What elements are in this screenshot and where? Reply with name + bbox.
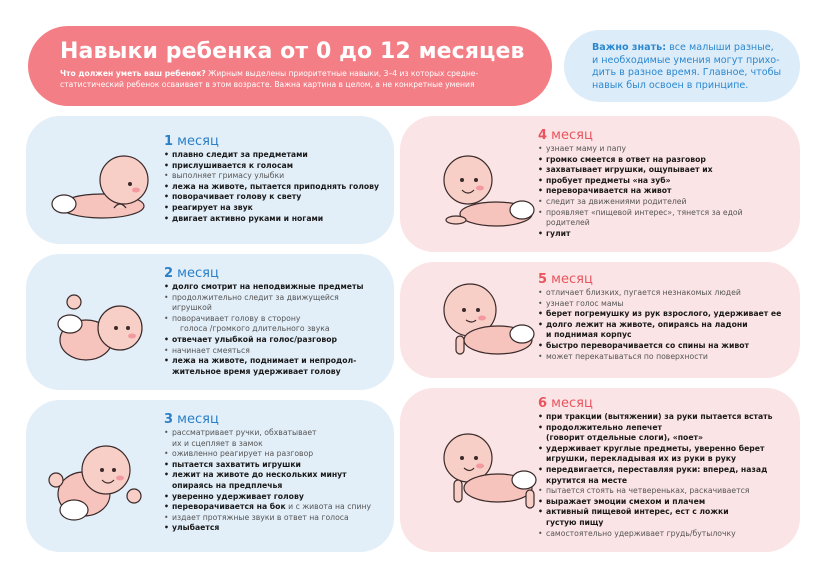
baby-raising-body-illustration [426,276,546,366]
subtitle-line-1: Жирным выделены приоритетные навыки, 3–4 из которых средне- [205,69,479,78]
list-item: • быстро переворачивается со спины на живот [538,341,794,352]
list-item: • переворачивается на живот [538,186,794,197]
list-item: • оживленно реагирует на разговор [164,449,390,460]
list-item: • двигает активно руками и ногами [164,214,390,225]
list-item: • громко смеется в ответ на разговор [538,155,794,166]
list-item: • уверенно удерживает голову [164,492,390,503]
month-1-skills [164,150,390,224]
month-6-card [400,388,800,552]
list-item: • долго смотрит на неподвижные предметы [164,282,390,293]
month-5-title: 5 месяц [538,272,593,287]
list-item: • поворачивает голову в сторону голоса /громкого длительного звука [164,314,390,335]
month-6-title: 6 месяц [538,396,593,411]
list-item: • пытается захватить игрушки [164,460,390,471]
month-2-skills [164,282,390,377]
list-item: • продолжительно следит за движущейся игрушкой [164,293,390,314]
note-line-1: все малыши разные, [666,42,774,53]
month-5-card [400,262,800,378]
list-item: • удерживает круглые предметы, уверенно берет игрушки, перекладывая их из руки в руку [538,444,796,465]
list-item: • при тракции (вытяжении) за руки пытается встать [538,412,796,423]
month-2-title: 2 месяц [164,266,219,281]
list-item: • начинает смеяться [164,346,390,357]
list-item: • узнает маму и папу [538,144,794,155]
month-6-skills [538,412,796,539]
baby-on-back-illustration [40,284,150,374]
month-1-card [26,116,394,244]
header-banner [28,26,552,106]
month-4-skills [538,144,794,239]
important-note [564,30,800,102]
list-item: • захватывает игрушки, ощупывает их [538,165,794,176]
list-item: • гулит [538,229,794,240]
baby-on-tummy-illustration [426,142,546,242]
list-item: • лежит на животе до нескольких минут опираясь на предплечья [164,470,390,491]
list-item: • берет погремушку из рук взрослого, удерживает ее [538,309,794,320]
month-2-card [26,254,394,390]
month-4-title: 4 месяц [538,128,593,143]
list-item: • прислушивается к голосам [164,161,390,172]
header-subtitle [60,68,538,90]
list-item: • отвечает улыбкой на голос/разговор [164,335,390,346]
month-4-card [400,116,800,252]
list-item: • лежа на животе, поднимает и непродол- жительное время удерживает голову [164,356,390,377]
month-3-title: 3 месяц [164,412,219,427]
list-item: • проявляет «пищевой интерес», тянется за едой родителей [538,208,794,229]
baby-with-hands-illustration [40,432,150,532]
note-label: Важно знать: [592,42,667,53]
month-3-skills [164,428,390,534]
list-item: • отличает близких, пугается незнакомых людей [538,288,794,299]
list-item: • улыбается [164,523,390,534]
month-1-title: 1 месяц [164,134,219,149]
page-title: Навыки ребенка от 0 до 12 месяцев [60,39,525,64]
month-3-card [26,400,394,552]
baby-lying-illustration [44,148,154,228]
list-item: • переворачивается на бок и с живота на спину [164,502,390,513]
list-item: • пробует предметы «на зуб» [538,176,794,187]
subtitle-line-2: статистический ребенок осваивает в этом возрасте. Важна картина в целом, а не конкретные умения [60,80,475,89]
list-item: • выражает эмоции смехом и плачем [538,497,796,508]
note-line-3: дить в разное время. Главное, чтобы [592,67,782,78]
list-item: • лежа на животе, пытается приподнять голову [164,182,390,193]
baby-crawling-illustration [426,424,546,524]
list-item: • продолжительно лепечет (говорит отдельные слоги), «поет» [538,423,796,444]
list-item: • передвигается, переставляя руки: вперед, назад крутится на месте [538,465,796,486]
list-item: • рассматривает ручки, обхватывает их и сцепляет в замок [164,428,390,449]
list-item: • плавно следит за предметами [164,150,390,161]
list-item: • может перекатываться по поверхности [538,352,794,363]
note-line-4: навык был освоен в принципе. [592,79,749,91]
subtitle-question: Что должен уметь ваш ребенок? [60,69,206,78]
list-item: • выполняет гримасу улыбки [164,171,390,182]
month-5-skills [538,288,794,362]
list-item: • долго лежит на животе, опираясь на ладони и поднимая корпус [538,320,794,341]
list-item: • активный пищевой интерес, ест с ложки густую пищу [538,507,796,528]
note-line-2: и необходимые умения могут прихо- [592,54,780,66]
list-item: • реагирует на звук [164,203,390,214]
list-item: • самостоятельно удерживает грудь/бутылочку [538,529,796,540]
list-item: • следит за движениями родителей [538,197,794,208]
list-item: • издает протяжные звуки в ответ на голоса [164,513,390,524]
list-item: • узнает голос мамы [538,299,794,310]
list-item: • пытается стоять на четвереньках, раскачивается [538,486,796,497]
list-item: • поворачивает голову к свету [164,192,390,203]
